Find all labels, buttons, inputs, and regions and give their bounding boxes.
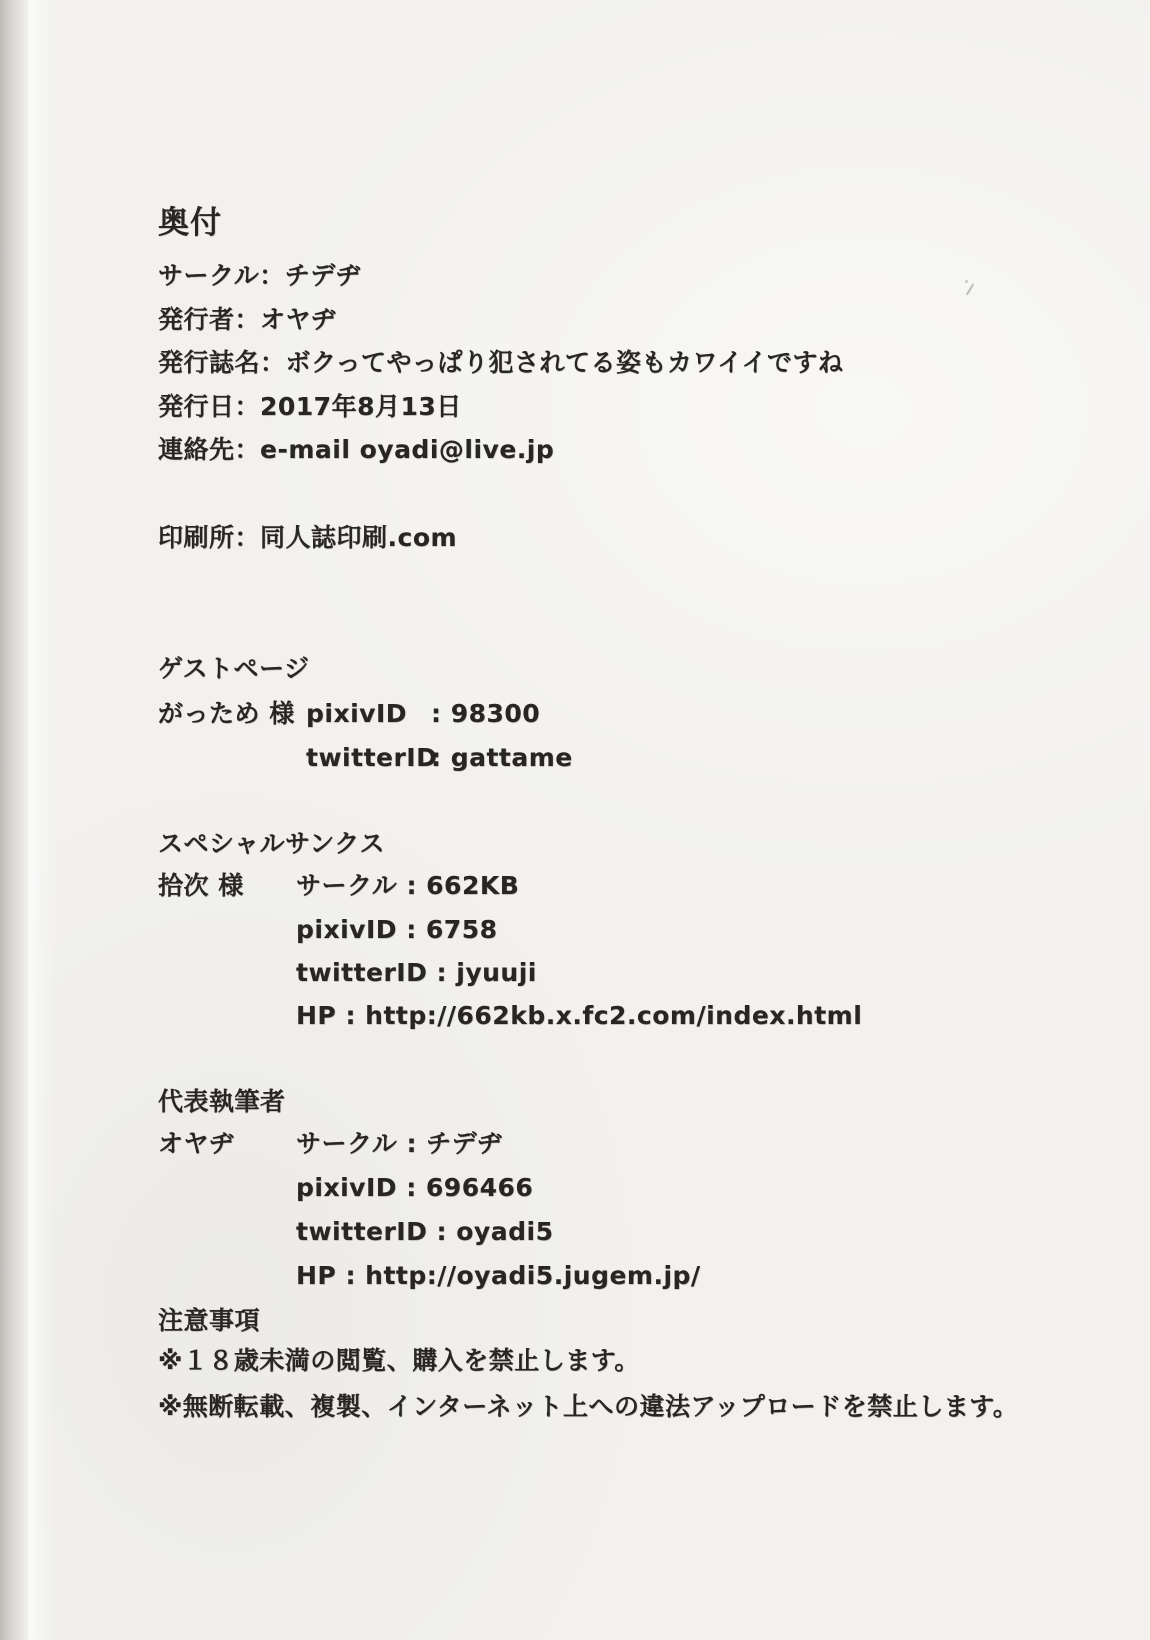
- credit-row: [158, 1215, 553, 1249]
- publication-line-circle: サークル：チデヂ: [158, 261, 362, 290]
- credit-row: [158, 956, 537, 990]
- name-spacer: [158, 913, 296, 947]
- guest-twitter-value: : gattame: [431, 743, 573, 772]
- name-spacer: [158, 999, 296, 1033]
- notice-line: ※無断転載、複製、インターネット上への違法アップロードを禁止します。: [158, 1392, 1019, 1421]
- scan-artifact: [965, 280, 968, 283]
- name-spacer: [158, 1215, 296, 1249]
- publication-line-book-title: 発行誌名：ボクってやっぱり犯されてる姿もカワイイですね: [158, 348, 844, 377]
- guest-section-heading: ゲストページ: [158, 654, 310, 683]
- guest-name-spacer: [158, 741, 306, 775]
- author-twitter: twitterID : oyadi5: [296, 1217, 554, 1246]
- notice-line: ※１８歳未満の閲覧、購入を禁止します。: [158, 1346, 640, 1375]
- authors-section-heading: 代表執筆者: [158, 1087, 286, 1116]
- guest-name: がっため 様: [158, 699, 295, 728]
- scan-edge-highlight: [28, 0, 58, 1640]
- publication-line-date: 発行日：2017年8月13日: [158, 392, 462, 421]
- special-thanks-pixiv: pixivID : 6758: [296, 915, 498, 944]
- author-name: オヤヂ: [158, 1129, 235, 1158]
- special-thanks-circle: サークル : 662KB: [296, 871, 520, 900]
- name-spacer: [158, 1259, 296, 1293]
- author-pixiv: pixivID : 696466: [296, 1173, 534, 1202]
- credit-row: [158, 913, 498, 947]
- special-thanks-name: 拾次 様: [158, 871, 244, 900]
- credit-row: [158, 1259, 701, 1293]
- guest-pixiv-value: : 98300: [431, 699, 541, 728]
- notes-heading: 注意事項: [158, 1306, 261, 1335]
- author-circle: サークル : チデヂ: [296, 1129, 503, 1158]
- name-spacer: [158, 1171, 296, 1205]
- credit-row: [158, 999, 862, 1033]
- scan-artifact: [966, 283, 975, 295]
- guest-twitter-label: twitterID: [306, 743, 438, 772]
- special-thanks-twitter: twitterID : jyuuji: [296, 958, 537, 987]
- publication-line-contact: 連絡先：e-mail oyadi@live.jp: [158, 435, 555, 464]
- name-spacer: [158, 956, 296, 990]
- credit-row: [158, 1127, 503, 1161]
- page-title: 奥付: [158, 205, 222, 241]
- publication-line-publisher: 発行者：オヤヂ: [158, 305, 337, 334]
- printer-line: 印刷所：同人誌印刷.com: [158, 523, 458, 552]
- guest-id-row: [158, 697, 540, 731]
- guest-id-row: [158, 741, 573, 775]
- credit-row: [158, 869, 519, 903]
- special-thanks-heading: スペシャルサンクス: [158, 829, 386, 858]
- special-thanks-hp: HP : http://662kb.x.fc2.com/index.html: [296, 1001, 863, 1030]
- credit-row: [158, 1171, 533, 1205]
- author-hp: HP : http://oyadi5.jugem.jp/: [296, 1261, 701, 1290]
- guest-pixiv-label: pixivID: [306, 699, 408, 728]
